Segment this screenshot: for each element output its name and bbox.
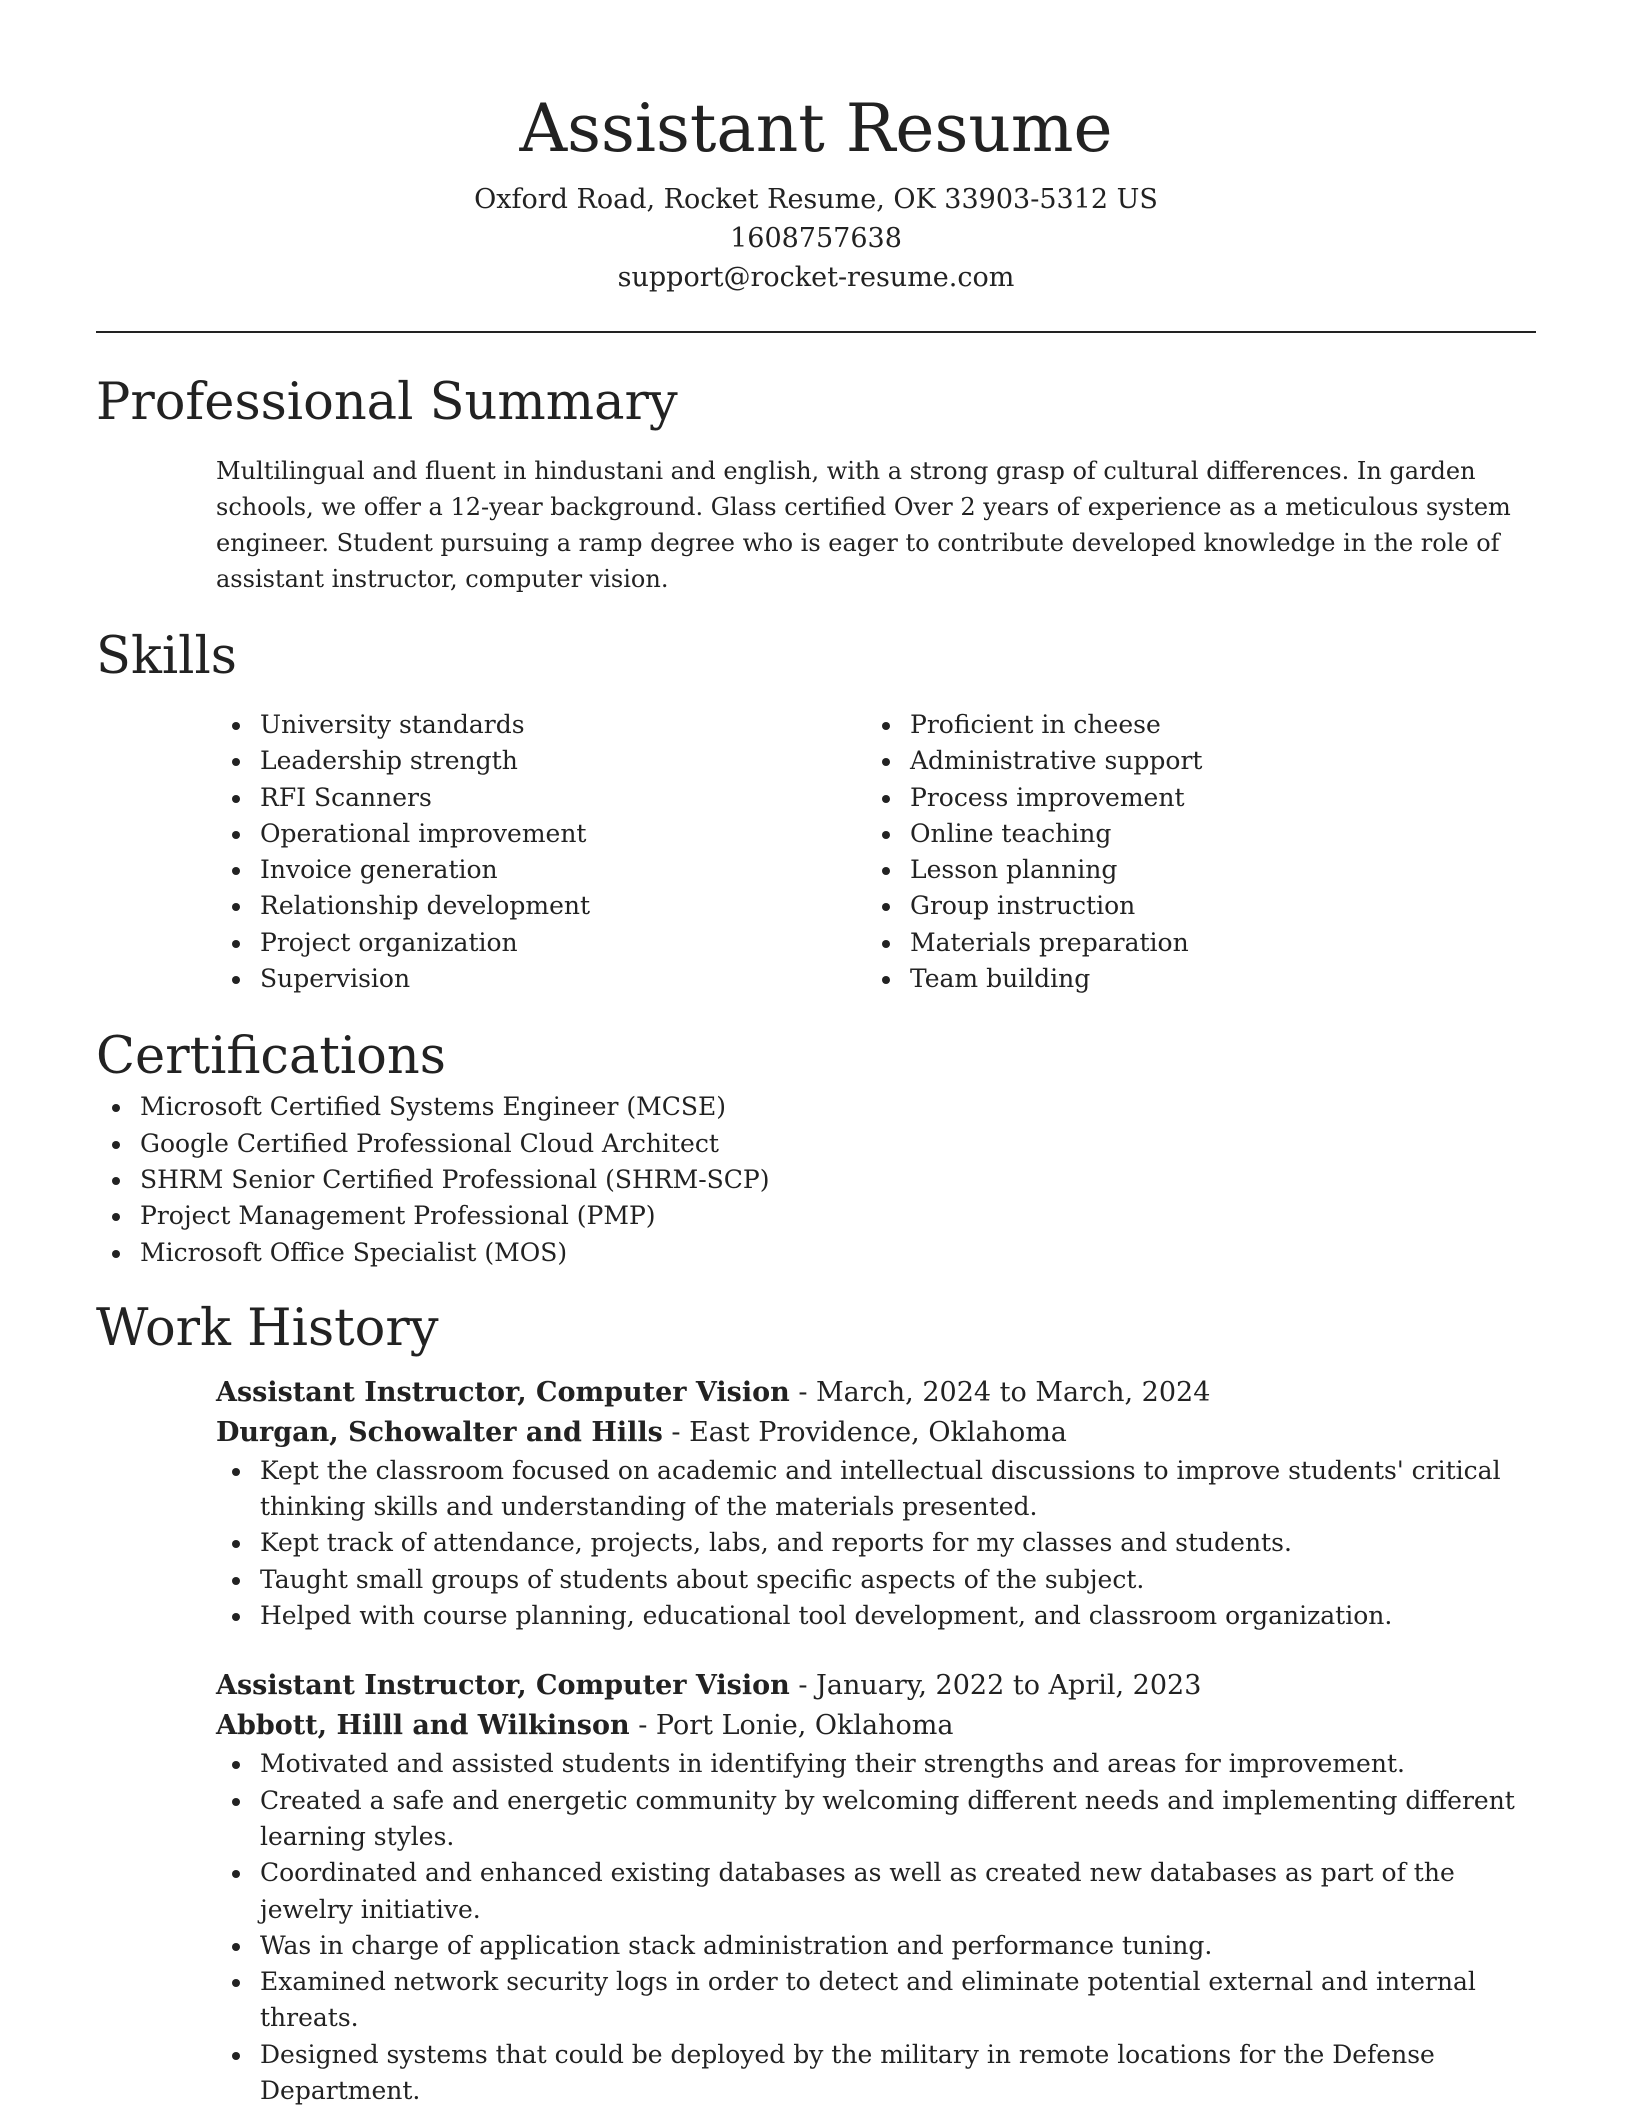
certification-item: SHRM Senior Certified Professional (SHRM-SCP) bbox=[96, 1162, 1536, 1198]
skill-item: Process improvement bbox=[866, 780, 1516, 816]
certification-item: Google Certified Professional Cloud Architect bbox=[96, 1126, 1536, 1162]
job-duty-item: Examined network security logs in order to detect and eliminate potential external and internal threats. bbox=[216, 1964, 1536, 2037]
skill-item: Materials preparation bbox=[866, 925, 1516, 961]
summary-text: Multilingual and fluent in hindustani and english, with a strong grasp of cultural differences. In garden schools, we offer a 12-year background. Glass certified Over 2 years of experience as a meticulous system engineer. Student pursuing a ramp degree who is eager to contribute developed knowledge in the role of assistant instructor, computer vision. bbox=[216, 457, 1511, 593]
job-title-line bbox=[216, 1373, 1536, 1413]
certification-item: Project Management Professional (PMP) bbox=[96, 1198, 1536, 1234]
skill-item: Administrative support bbox=[866, 743, 1516, 779]
job-duty-item: Designed systems that could be deployed by the military in remote locations for the Defense Department. bbox=[216, 2037, 1536, 2110]
certifications-section bbox=[96, 1025, 1536, 1270]
skills-columns bbox=[216, 707, 1536, 997]
job-duty-item: Kept the classroom focused on academic and intellectual discussions to improve students' critical thinking skills and understanding of the materials presented. bbox=[216, 1453, 1536, 1526]
certifications-list bbox=[96, 1089, 1536, 1270]
job-company: Durgan, Schowalter and Hills bbox=[216, 1416, 663, 1448]
summary-section bbox=[96, 371, 1536, 597]
skill-item: Project organization bbox=[216, 925, 866, 961]
skills-list-left bbox=[216, 707, 866, 997]
skill-item: Operational improvement bbox=[216, 816, 866, 852]
job-duties-list bbox=[216, 1453, 1536, 1634]
skill-item: Relationship development bbox=[216, 888, 866, 924]
contact-email: support@rocket-resume.com bbox=[617, 262, 1015, 293]
job-duty-item: Coordinated and enhanced existing databases as well as created new databases as part of the jewelry initiative. bbox=[216, 1855, 1536, 1928]
job-duties-list bbox=[216, 1746, 1536, 2109]
skills-list-right bbox=[866, 707, 1516, 997]
job-duty-item: Was in charge of application stack administration and performance tuning. bbox=[216, 1928, 1536, 1964]
job-duty-item: Taught small groups of students about specific aspects of the subject. bbox=[216, 1562, 1536, 1598]
skills-heading: Skills bbox=[96, 627, 237, 686]
job-duty-item: Helped with course planning, educational tool development, and classroom organization. bbox=[216, 1598, 1536, 1634]
skill-item: Lesson planning bbox=[866, 852, 1516, 888]
contact-address: Oxford Road, Rocket Resume, OK 33903-5312 US bbox=[474, 184, 1158, 215]
job-duty-item: Kept track of attendance, projects, labs, and reports for my classes and students. bbox=[216, 1525, 1536, 1561]
job-duty-item: Motivated and assisted students in identifying their strengths and areas for improvement. bbox=[216, 1746, 1536, 1782]
certification-item: Microsoft Office Specialist (MOS) bbox=[96, 1235, 1536, 1271]
job-title-line bbox=[216, 1666, 1536, 1706]
work-history-heading: Work History bbox=[96, 1298, 439, 1358]
contact-phone: 1608757638 bbox=[730, 223, 902, 254]
skill-item: Supervision bbox=[216, 961, 866, 997]
resume-header bbox=[96, 0, 1536, 297]
skill-item: Group instruction bbox=[866, 888, 1516, 924]
resume-page bbox=[96, 0, 1536, 2109]
job-company-line bbox=[216, 1706, 1536, 1746]
skill-item: RFI Scanners bbox=[216, 780, 866, 816]
job-location: - East Providence, Oklahoma bbox=[662, 1416, 1067, 1448]
skill-item: Online teaching bbox=[866, 816, 1516, 852]
job-company-line bbox=[216, 1413, 1536, 1453]
job-title: Assistant Instructor, Computer Vision bbox=[216, 1376, 790, 1408]
job-dates: - January, 2022 to April, 2023 bbox=[789, 1670, 1202, 1702]
job-company: Abbott, Hilll and Wilkinson bbox=[216, 1710, 630, 1742]
job-entry bbox=[216, 1373, 1536, 1634]
summary-heading: Professional Summary bbox=[96, 373, 678, 432]
skill-item: Proficient in cheese bbox=[866, 707, 1516, 743]
skill-item: Leadership strength bbox=[216, 743, 866, 779]
job-location: - Port Lonie, Oklahoma bbox=[629, 1710, 954, 1742]
job-dates: - March, 2024 to March, 2024 bbox=[789, 1376, 1211, 1408]
header-divider bbox=[96, 331, 1536, 333]
skill-item: Invoice generation bbox=[216, 852, 866, 888]
skill-item: University standards bbox=[216, 707, 866, 743]
skill-item: Team building bbox=[866, 961, 1516, 997]
job-duty-item: Created a safe and energetic community by welcoming different needs and implementing different learning styles. bbox=[216, 1783, 1536, 1856]
job-title: Assistant Instructor, Computer Vision bbox=[216, 1670, 790, 1702]
resume-title: Assistant Resume bbox=[519, 90, 1113, 167]
certification-item: Microsoft Certified Systems Engineer (MCSE) bbox=[96, 1089, 1536, 1125]
certifications-heading: Certifications bbox=[96, 1027, 446, 1087]
contact-block bbox=[96, 180, 1536, 297]
skills-section bbox=[96, 625, 1536, 997]
work-history-section bbox=[96, 1297, 1536, 2109]
job-entry bbox=[216, 1666, 1536, 2109]
